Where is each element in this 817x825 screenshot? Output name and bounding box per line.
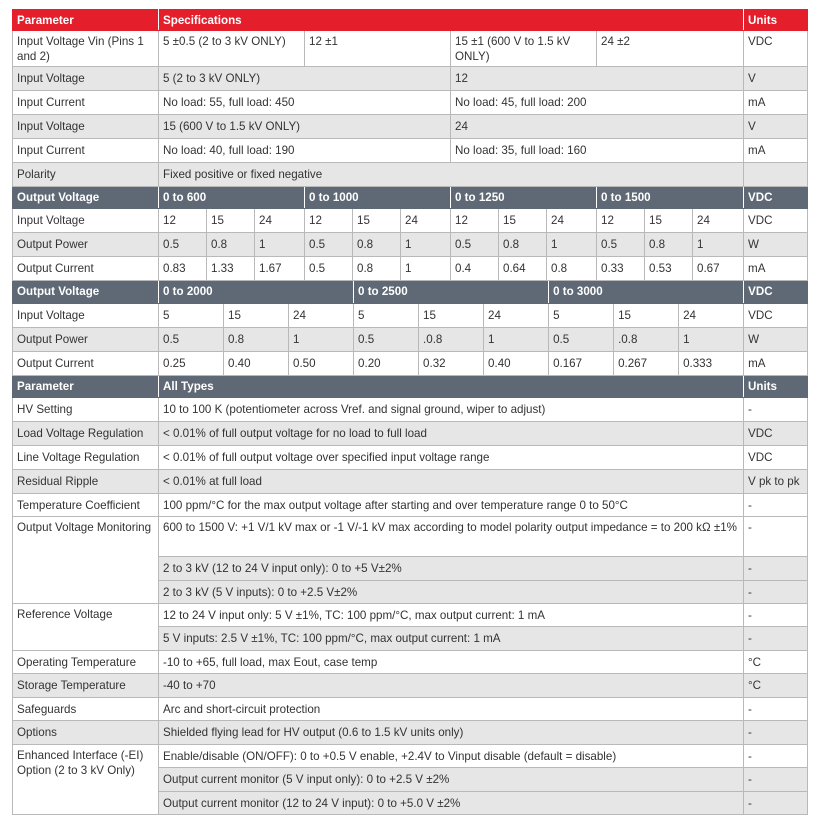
value-cell: 24	[289, 303, 354, 327]
value-cell: 0.8	[499, 233, 547, 257]
unit-cell: V	[744, 115, 808, 139]
spec-cell: 2 to 3 kV (5 V inputs): 0 to +2.5 V±2%	[159, 581, 744, 604]
value-cell: 15	[419, 303, 484, 327]
spec-cell: No load: 55, full load: 450	[159, 91, 451, 115]
unit-cell: VDC	[744, 422, 808, 446]
unit-cell: -	[744, 745, 808, 768]
unit-cell: mA	[744, 139, 808, 163]
unit-cell	[744, 163, 808, 187]
g2-output-power-row	[13, 327, 808, 351]
input-voltage-vin-row	[13, 31, 808, 67]
spec-cell: 600 to 1500 V: +1 V/1 kV max or -1 V/-1 kV max according to model polarity output impedance = to 200 kΩ ±1%	[159, 517, 744, 557]
value-cell: 0.8	[547, 257, 597, 281]
group-header-label: Output Voltage	[13, 187, 159, 209]
unit-cell: VDC	[744, 446, 808, 470]
group-header-label: Output Voltage	[13, 281, 159, 303]
value-cell: 0.40	[484, 351, 549, 375]
value-cell: 1	[401, 233, 451, 257]
value-cell: 12	[159, 209, 207, 233]
row-label: Input Current	[13, 91, 159, 115]
spec-cell: Output current monitor (5 V input only): 0 to +2.5 V ±2%	[159, 768, 744, 792]
unit-cell: mA	[744, 351, 808, 375]
value-cell: 0.40	[224, 351, 289, 375]
unit-cell: mA	[744, 257, 808, 281]
g2-input-voltage-row	[13, 303, 808, 327]
value-cell: 0.20	[354, 351, 419, 375]
unit-cell: VDC	[744, 303, 808, 327]
range-header: 0 to 1500	[597, 187, 744, 209]
value-cell: 0.5	[597, 233, 645, 257]
value-cell: 0.167	[549, 351, 614, 375]
value-cell: 15	[645, 209, 693, 233]
group-header-unit: VDC	[744, 281, 808, 303]
value-cell: 1.33	[207, 257, 255, 281]
spec-cell: Enable/disable (ON/OFF): 0 to +0.5 V enable, +2.4V to Vinput disable (default = disable)	[159, 745, 744, 768]
input-current-row	[13, 139, 808, 163]
spec-cell: No load: 40, full load: 190	[159, 139, 451, 163]
value-cell: 24	[401, 209, 451, 233]
unit-cell: -	[744, 768, 808, 792]
spec-cell: 12 ±1	[305, 31, 451, 67]
value-cell: 5	[354, 303, 419, 327]
value-cell: 12	[451, 209, 499, 233]
unit-cell: -	[744, 557, 808, 581]
value-cell: 1	[289, 327, 354, 351]
row-label: Input Voltage Vin (Pins 1 and 2)	[13, 31, 159, 67]
spec-cell: 12 to 24 V input only: 5 V ±1%, TC: 100 ppm/°C, max output current: 1 mA	[159, 604, 744, 627]
unit-cell: -	[744, 494, 808, 517]
all-types-table	[12, 376, 808, 816]
output-voltage-header-row	[13, 281, 808, 303]
value-cell: 0.67	[693, 257, 744, 281]
unit-cell: °C	[744, 674, 808, 698]
unit-cell: V pk to pk	[744, 470, 808, 494]
input-current-row	[13, 91, 808, 115]
unit-cell: -	[744, 792, 808, 815]
value-cell: 0.8	[353, 233, 401, 257]
header-parameter: Parameter	[13, 10, 159, 31]
value-cell: 1	[679, 327, 744, 351]
range-header: 0 to 3000	[549, 281, 744, 303]
value-cell: 0.8	[353, 257, 401, 281]
spec-cell: 15 ±1 (600 V to 1.5 kV ONLY)	[451, 31, 597, 67]
unit-cell: -	[744, 698, 808, 721]
spec-cell: -10 to +65, full load, max Eout, case temp	[159, 651, 744, 674]
spec-cell: No load: 45, full load: 200	[451, 91, 744, 115]
value-cell: 5	[159, 303, 224, 327]
row-label: Output Power	[13, 233, 159, 257]
value-cell: 24	[255, 209, 305, 233]
input-voltage-row	[13, 115, 808, 139]
row-label: Polarity	[13, 163, 159, 187]
output-voltage-monitoring-row	[13, 517, 808, 557]
value-cell: 0.333	[679, 351, 744, 375]
output-group-2-table	[12, 281, 808, 376]
temperature-coefficient-row	[13, 494, 808, 517]
row-label: Output Current	[13, 257, 159, 281]
value-cell: 0.5	[159, 233, 207, 257]
unit-cell: °C	[744, 651, 808, 674]
value-cell: .0.8	[419, 327, 484, 351]
spec-cell: 12	[451, 67, 744, 91]
all-types-header-row	[13, 376, 808, 398]
spec-cell: Fixed positive or fixed negative	[159, 163, 744, 187]
hv-setting-row	[13, 398, 808, 422]
range-header: 0 to 2000	[159, 281, 354, 303]
row-label: Output Power	[13, 327, 159, 351]
spec-sheet	[12, 9, 807, 815]
value-cell: 15	[614, 303, 679, 327]
output-voltage-header-row	[13, 187, 808, 209]
specifications-table	[12, 9, 808, 281]
value-cell: 0.53	[645, 257, 693, 281]
value-cell: 12	[305, 209, 353, 233]
unit-cell: -	[744, 581, 808, 604]
g1-output-power-row	[13, 233, 808, 257]
value-cell: 15	[224, 303, 289, 327]
value-cell: .0.8	[614, 327, 679, 351]
spec-cell: Arc and short-circuit protection	[159, 698, 744, 721]
value-cell: 15	[353, 209, 401, 233]
row-label: Operating Temperature	[13, 651, 159, 674]
value-cell: 0.4	[451, 257, 499, 281]
unit-cell: -	[744, 627, 808, 651]
group-header-unit: VDC	[744, 187, 808, 209]
value-cell: 0.64	[499, 257, 547, 281]
unit-cell: -	[744, 604, 808, 627]
value-cell: 0.5	[451, 233, 499, 257]
spec-cell: 15 (600 V to 1.5 kV ONLY)	[159, 115, 451, 139]
row-label: Temperature Coefficient	[13, 494, 159, 517]
row-label: Input Current	[13, 139, 159, 163]
unit-cell: -	[744, 398, 808, 422]
spec-cell: 24 ±2	[597, 31, 744, 67]
row-label: Output Voltage Monitoring	[13, 517, 159, 604]
spec-cell: 100 ppm/°C for the max output voltage after starting and over temperature range 0 to 50°C	[159, 494, 744, 517]
g1-output-current-row	[13, 257, 808, 281]
range-header: 0 to 1000	[305, 187, 451, 209]
spec-cell: Shielded flying lead for HV output (0.6 to 1.5 kV units only)	[159, 721, 744, 745]
spec-cell: -40 to +70	[159, 674, 744, 698]
value-cell: 24	[693, 209, 744, 233]
value-cell: 0.5	[159, 327, 224, 351]
value-cell: 0.5	[354, 327, 419, 351]
value-cell: 0.5	[549, 327, 614, 351]
polarity-row	[13, 163, 808, 187]
range-header: 0 to 1250	[451, 187, 597, 209]
value-cell: 0.32	[419, 351, 484, 375]
row-label: Output Current	[13, 351, 159, 375]
value-cell: 1	[401, 257, 451, 281]
value-cell: 15	[499, 209, 547, 233]
spec-cell: 5 (2 to 3 kV ONLY)	[159, 67, 451, 91]
value-cell: 1.67	[255, 257, 305, 281]
row-label: Storage Temperature	[13, 674, 159, 698]
header-units: Units	[744, 376, 808, 398]
value-cell: 15	[207, 209, 255, 233]
row-label: Residual Ripple	[13, 470, 159, 494]
residual-ripple-row	[13, 470, 808, 494]
row-label: Load Voltage Regulation	[13, 422, 159, 446]
input-voltage-row	[13, 67, 808, 91]
row-label: Input Voltage	[13, 67, 159, 91]
value-cell: 5	[549, 303, 614, 327]
value-cell: 12	[597, 209, 645, 233]
value-cell: 24	[679, 303, 744, 327]
range-header: 0 to 600	[159, 187, 305, 209]
spec-cell: 5 ±0.5 (2 to 3 kV ONLY)	[159, 31, 305, 67]
g1-input-voltage-row	[13, 209, 808, 233]
value-cell: 0.8	[207, 233, 255, 257]
unit-cell: -	[744, 721, 808, 745]
unit-cell: VDC	[744, 31, 808, 67]
value-cell: 0.83	[159, 257, 207, 281]
unit-cell: W	[744, 327, 808, 351]
value-cell: 1	[255, 233, 305, 257]
spec-cell: 5 V inputs: 2.5 V ±1%, TC: 100 ppm/°C, max output current: 1 mA	[159, 627, 744, 651]
range-header: 0 to 2500	[354, 281, 549, 303]
row-label: Input Voltage	[13, 303, 159, 327]
unit-cell: VDC	[744, 209, 808, 233]
row-label: Input Voltage	[13, 115, 159, 139]
row-label: Line Voltage Regulation	[13, 446, 159, 470]
header-specifications: Specifications	[159, 10, 744, 31]
value-cell: 0.5	[305, 257, 353, 281]
safeguards-row	[13, 698, 808, 721]
spec-header-row	[13, 10, 808, 31]
value-cell: 1	[693, 233, 744, 257]
spec-cell: 10 to 100 K (potentiometer across Vref. and signal ground, wiper to adjust)	[159, 398, 744, 422]
storage-temperature-row	[13, 674, 808, 698]
operating-temperature-row	[13, 651, 808, 674]
value-cell: 0.25	[159, 351, 224, 375]
row-label: Options	[13, 721, 159, 745]
value-cell: 24	[547, 209, 597, 233]
reference-voltage-row	[13, 604, 808, 627]
unit-cell: W	[744, 233, 808, 257]
header-parameter: Parameter	[13, 376, 159, 398]
value-cell: 0.8	[224, 327, 289, 351]
options-row	[13, 721, 808, 745]
spec-cell: Output current monitor (12 to 24 V input): 0 to +5.0 V ±2%	[159, 792, 744, 815]
g2-output-current-row	[13, 351, 808, 375]
unit-cell: -	[744, 517, 808, 557]
unit-cell: V	[744, 67, 808, 91]
enhanced-interface-row	[13, 745, 808, 768]
value-cell: 0.5	[305, 233, 353, 257]
spec-cell: 2 to 3 kV (12 to 24 V input only): 0 to +5 V±2%	[159, 557, 744, 581]
spec-cell: < 0.01% of full output voltage over specified input voltage range	[159, 446, 744, 470]
row-label: HV Setting	[13, 398, 159, 422]
row-label: Safeguards	[13, 698, 159, 721]
header-units: Units	[744, 10, 808, 31]
value-cell: 1	[547, 233, 597, 257]
value-cell: 0.8	[645, 233, 693, 257]
line-regulation-row	[13, 446, 808, 470]
spec-cell: < 0.01% at full load	[159, 470, 744, 494]
value-cell: 0.33	[597, 257, 645, 281]
row-label: Reference Voltage	[13, 604, 159, 651]
load-regulation-row	[13, 422, 808, 446]
header-all-types: All Types	[159, 376, 744, 398]
spec-cell: 24	[451, 115, 744, 139]
row-label: Input Voltage	[13, 209, 159, 233]
value-cell: 0.50	[289, 351, 354, 375]
unit-cell: mA	[744, 91, 808, 115]
row-label: Enhanced Interface (-EI) Option (2 to 3 kV Only)	[13, 745, 159, 815]
value-cell: 0.267	[614, 351, 679, 375]
spec-cell: No load: 35, full load: 160	[451, 139, 744, 163]
spec-cell: < 0.01% of full output voltage for no load to full load	[159, 422, 744, 446]
value-cell: 24	[484, 303, 549, 327]
value-cell: 1	[484, 327, 549, 351]
